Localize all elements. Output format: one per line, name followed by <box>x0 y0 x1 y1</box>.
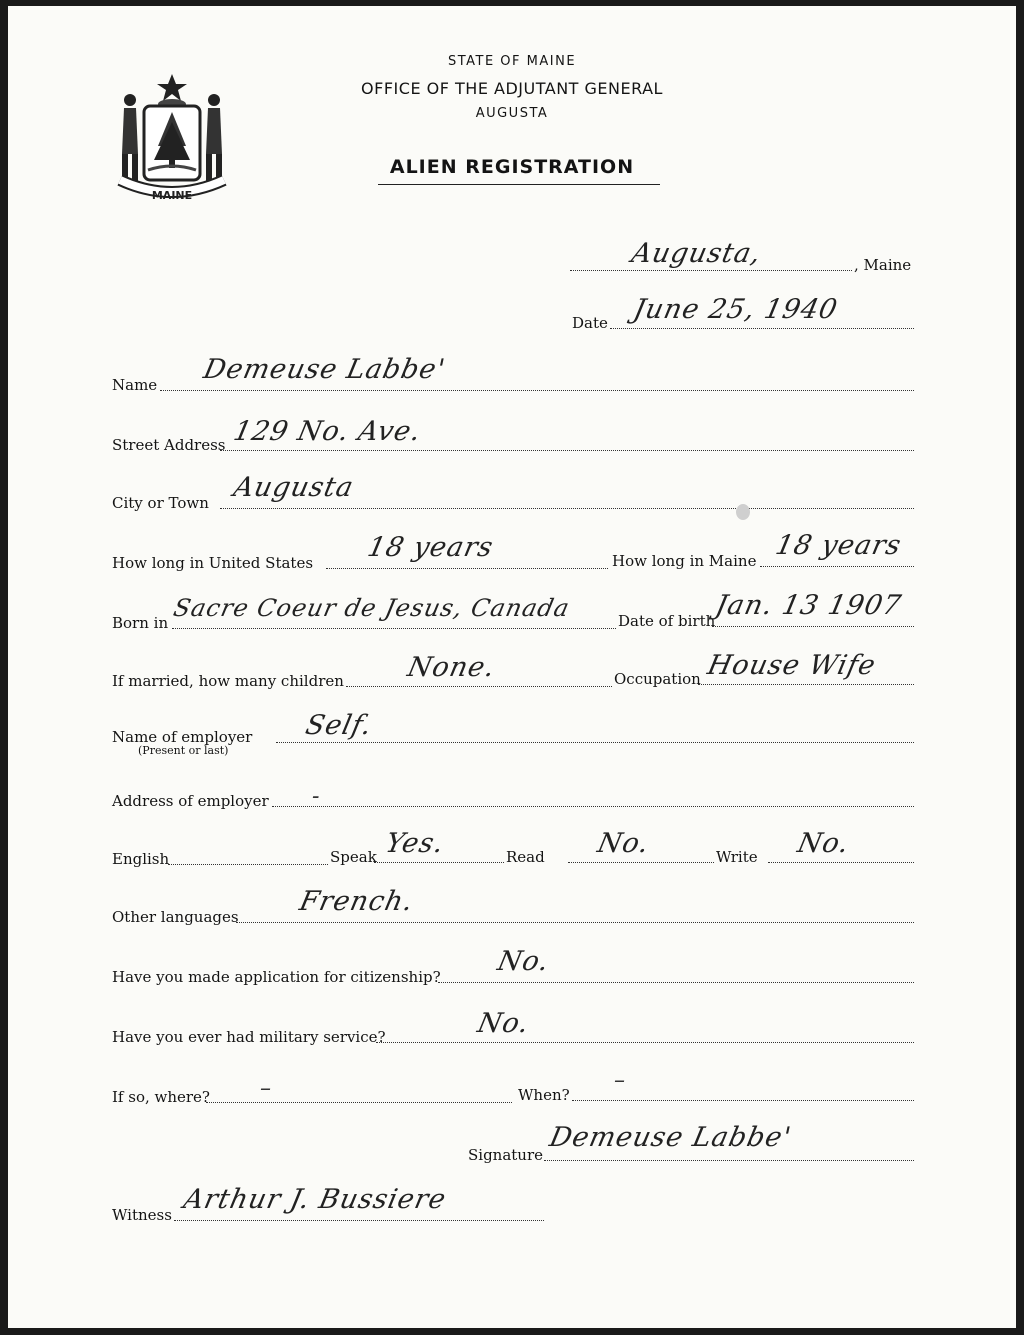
english-label: English <box>112 850 170 868</box>
signature-value: Demeuse Labbe' <box>546 1122 795 1153</box>
signature-label: Signature <box>468 1146 544 1164</box>
date-label: Date <box>572 314 608 332</box>
years-us-label: How long in United States <box>112 554 314 572</box>
place-value: Augusta, <box>628 238 765 269</box>
other-languages-value: French. <box>296 886 417 917</box>
title-underline <box>378 184 660 185</box>
born-in-label: Born in <box>112 614 169 632</box>
office-heading: OFFICE OF THE ADJUTANT GENERAL <box>361 79 663 98</box>
where-value: – <box>260 1076 271 1101</box>
scan-blemish <box>736 504 750 520</box>
when-label: When? <box>518 1086 570 1104</box>
children-label: If married, how many children <box>112 672 344 690</box>
english-line <box>168 864 328 865</box>
speak-value: Yes. <box>382 828 448 859</box>
military-value: No. <box>474 1008 533 1039</box>
date-value: June 25, 1940 <box>630 294 841 325</box>
citizenship-value: No. <box>494 946 553 977</box>
when-line <box>572 1100 914 1101</box>
citizenship-line <box>438 982 914 983</box>
witness-value: Arthur J. Bussiere <box>180 1184 450 1215</box>
place-line <box>570 270 852 271</box>
employer-line <box>276 742 914 743</box>
form-title: ALIEN REGISTRATION <box>389 156 635 178</box>
speak-label: Speak <box>330 848 377 866</box>
military-line <box>376 1042 914 1043</box>
date-of-birth-value: Jan. 13 1907 <box>712 590 905 621</box>
children-line <box>346 686 612 687</box>
city-heading: AUGUSTA <box>475 106 549 121</box>
street-label: Street Address <box>112 436 226 454</box>
years-maine-value: 18 years <box>772 530 905 561</box>
signature-line <box>544 1160 914 1161</box>
name-line <box>160 390 914 391</box>
read-line <box>568 862 714 863</box>
years-us-value: 18 years <box>364 532 497 563</box>
witness-line <box>174 1220 544 1221</box>
employer-value: Self. <box>302 710 376 741</box>
born-in-line <box>172 628 616 629</box>
citizenship-label: Have you made application for citizenship? <box>112 968 441 986</box>
employer-note: (Present or last) <box>138 744 229 757</box>
read-value: No. <box>594 828 653 859</box>
street-line <box>220 450 914 451</box>
write-label: Write <box>716 848 758 866</box>
city-label: City or Town <box>112 494 209 512</box>
read-label: Read <box>506 848 545 866</box>
years-maine-line <box>760 566 914 567</box>
date-line <box>610 328 914 329</box>
registration-form <box>8 6 1016 1328</box>
military-label: Have you ever had military service? <box>112 1028 386 1046</box>
when-value: – <box>614 1068 625 1093</box>
occupation-line <box>698 684 914 685</box>
write-line <box>768 862 914 863</box>
employer-address-label: Address of employer <box>112 792 269 810</box>
maine-label: , Maine <box>854 256 912 274</box>
where-label: If so, where? <box>112 1088 210 1106</box>
occupation-label: Occupation <box>614 670 701 688</box>
employer-address-line <box>272 806 914 807</box>
city-value: Augusta <box>230 472 357 503</box>
date-of-birth-label: Date of birth <box>618 612 716 630</box>
where-line <box>206 1102 512 1103</box>
seal-banner: MAINE <box>151 189 193 202</box>
speak-line <box>374 862 504 863</box>
employer-address-value: - <box>312 784 320 809</box>
other-languages-line <box>236 922 914 923</box>
occupation-value: House Wife <box>704 650 879 681</box>
other-languages-label: Other languages <box>112 908 239 926</box>
employer-label: Name of employer <box>112 728 253 746</box>
children-value: None. <box>404 652 499 683</box>
witness-label: Witness <box>112 1206 172 1224</box>
write-value: No. <box>794 828 853 859</box>
years-us-line <box>326 568 608 569</box>
years-maine-label: How long in Maine <box>612 552 757 570</box>
street-value: 129 No. Ave. <box>230 416 425 447</box>
state-heading: STATE OF MAINE <box>447 54 577 69</box>
name-label: Name <box>112 376 158 394</box>
born-in-value: Sacre Coeur de Jesus, Canada <box>171 594 573 622</box>
date-of-birth-line <box>712 626 914 627</box>
name-value: Demeuse Labbe' <box>200 354 449 385</box>
city-line <box>220 508 914 509</box>
